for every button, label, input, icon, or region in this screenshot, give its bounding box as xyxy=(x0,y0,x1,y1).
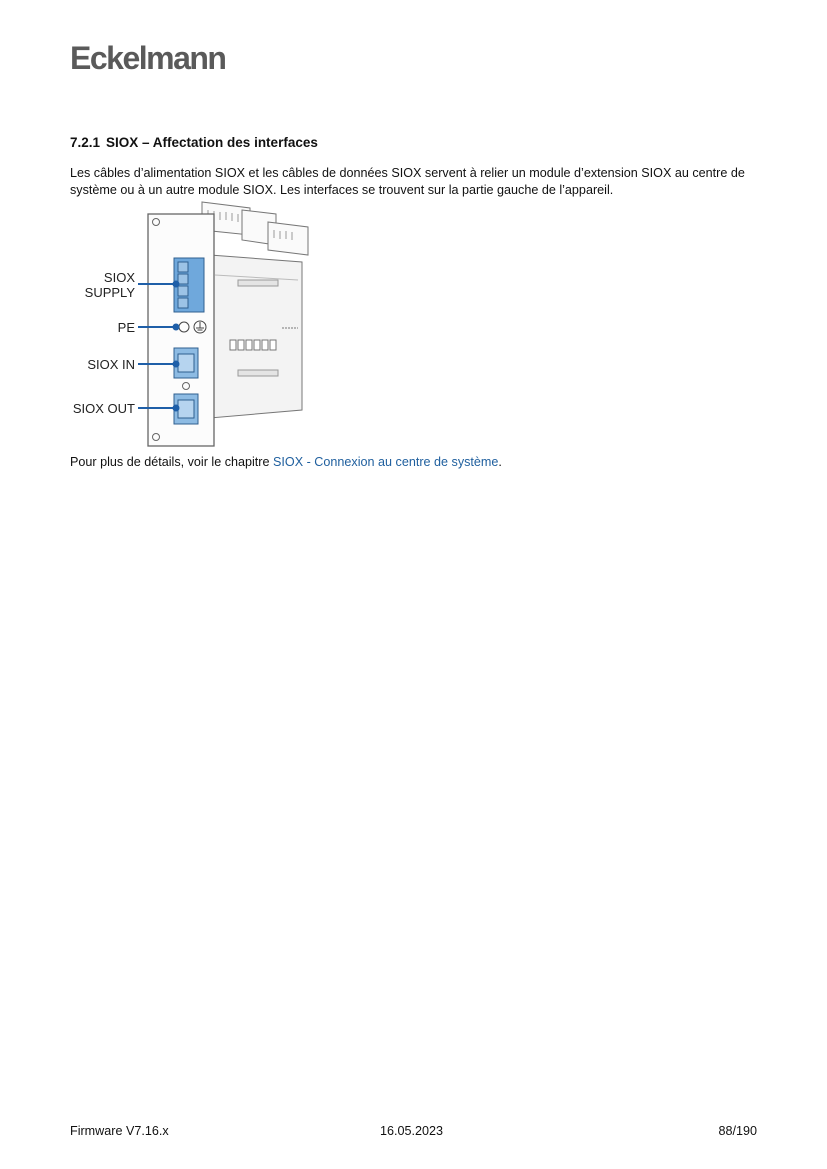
reference-note xyxy=(70,455,502,469)
footer-firmware: Firmware V7.16.x xyxy=(70,1124,169,1138)
section-number: 7.2.1 xyxy=(70,135,101,150)
pe-label: PE xyxy=(117,320,135,335)
section-title: SIOX – Affectation des interfaces xyxy=(106,135,318,150)
note-suffix: . xyxy=(498,455,502,469)
section-heading xyxy=(70,135,318,150)
footer-date: 16.05.2023 xyxy=(380,1124,444,1138)
note-prefix: Pour plus de détails, voir le chapitre xyxy=(70,455,274,469)
siox-out-label: SIOX OUT xyxy=(72,401,135,416)
siox-supply-label xyxy=(70,270,135,300)
chapter-link[interactable]: SIOX - Connexion au centre de système xyxy=(273,455,499,469)
footer-page-number: 88/190 xyxy=(718,1124,757,1138)
siox-supply-label-line1: SIOX xyxy=(103,270,135,285)
siox-in-label: SIOX IN xyxy=(87,357,135,372)
brand-logo: Eckelmann xyxy=(70,40,226,76)
siox-module-figure xyxy=(70,200,320,450)
section-paragraph: Les câbles d’alimentation SIOX et les câbles de données SIOX servent à relier un module d’extension SIOX au centre de système ou à un autre module SIOX. Les interfaces se trouvent sur la partie gauche de l’appareil. xyxy=(70,166,745,197)
siox-supply-label-line2: SUPPLY xyxy=(84,285,135,300)
